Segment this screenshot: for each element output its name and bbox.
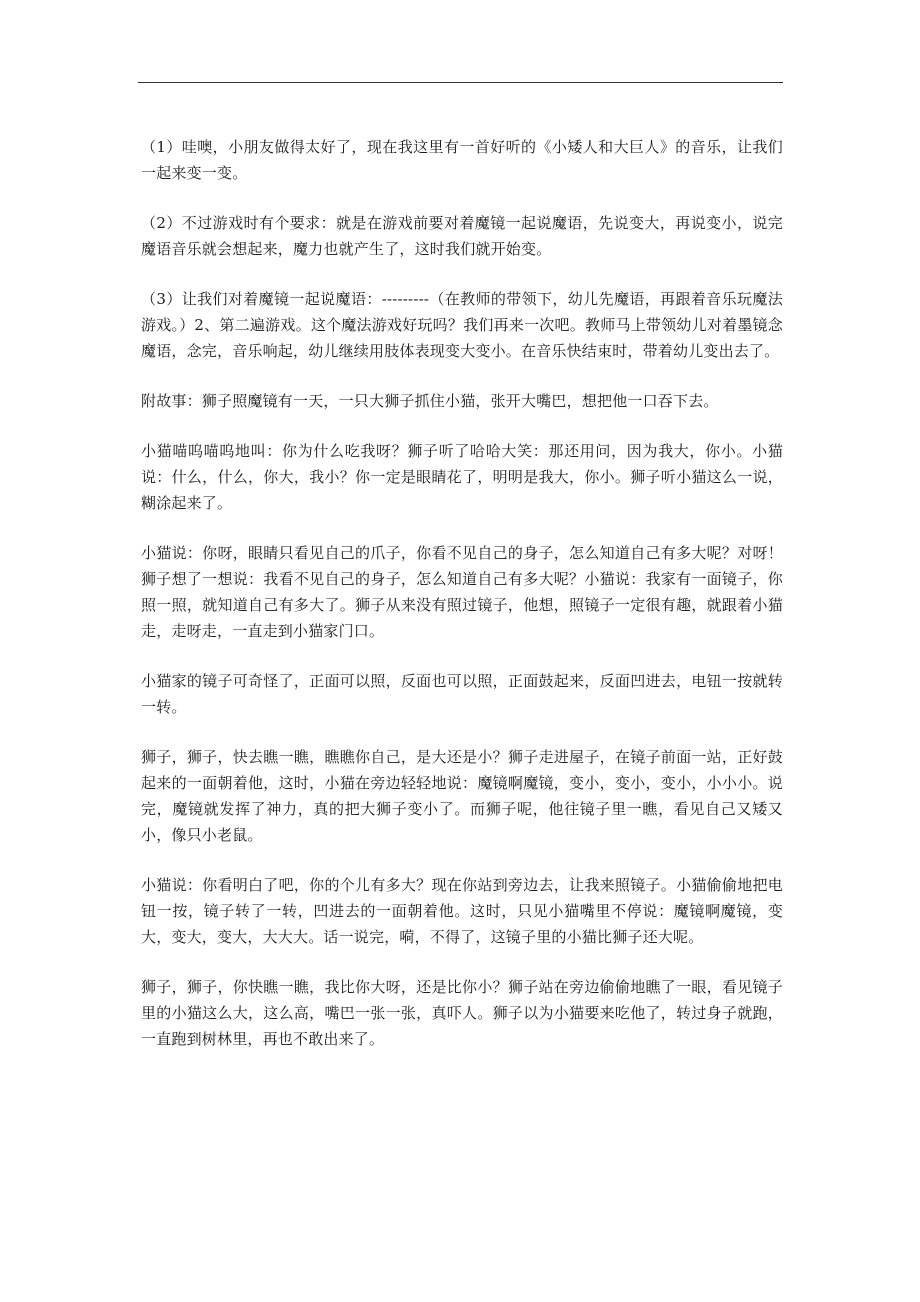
document-body: [141, 134, 783, 1076]
paragraph-9: 小猫说：你看明白了吧，你的个儿有多大？现在你站到旁边去，让我来照镜子。小猫偷偷地把电钮一按，镜子转了一转，凹进去的一面朝着他。这时，只见小猫嘴里不停说：魔镜啊魔镜，变大，变大，变大，大大大。话一说完，嗬，不得了，这镜子里的小猫比狮子还大呢。: [141, 876, 783, 946]
paragraph-7: 小猫家的镜子可奇怪了，正面可以照，反面也可以照，正面鼓起来，反面凹进去，电钮一按就转一转。: [141, 672, 783, 716]
paragraph-8: 狮子，狮子，快去瞧一瞧，瞧瞧你自己，是大还是小？狮子走进屋子，在镜子前面一站，正好鼓起来的一面朝着他，这时，小猫在旁边轻轻地说：魔镜啊魔镜，变小，变小，变小，小小小。说完，魔镜就发挥了神力，真的把大狮子变小了。而狮子呢，他往镜子里一瞧，看见自己又矮又小，像只小老鼠。: [141, 748, 783, 844]
paragraph-4: 附故事：狮子照魔镜有一天，一只大狮子抓住小猫，张开大嘴巴，想把他一口吞下去。: [141, 392, 719, 410]
paragraph-2: （2）不过游戏时有个要求：就是在游戏前要对着魔镜一起说魔语，先说变大，再说变小，说完魔语音乐就会想起来，魔力也就产生了，这时我们就开始变。: [141, 214, 783, 258]
paragraph-1: （1）哇噢，小朋友做得太好了，现在我这里有一首好听的《小矮人和大巨人》的音乐，让我们一起来变一变。: [141, 138, 783, 182]
header-rule: [138, 82, 783, 83]
paragraph-5: 小猫喵呜喵呜地叫：你为什么吃我呀？狮子听了哈哈大笑：那还用问，因为我大，你小。小猫说：什么，什么，你大，我小？你一定是眼睛花了，明明是我大，你小。狮子听小猫这么一说，糊涂起来了。: [141, 442, 783, 512]
paragraph-6: 小猫说：你呀，眼睛只看见自己的爪子，你看不见自己的身子，怎么知道自己有多大呢？对呀！狮子想了一想说：我看不见自己的身子，怎么知道自己有多大呢？小猫说：我家有一面镜子，你照一照，就知道自己有多大了。狮子从来没有照过镜子，他想，照镜子一定很有趣，就跟着小猫走，走呀走，一直走到小猫家门口。: [141, 544, 783, 640]
paragraph-10: 狮子，狮子，你快瞧一瞧，我比你大呀，还是比你小？狮子站在旁边偷偷地瞧了一眼，看见镜子里的小猫这么大，这么高，嘴巴一张一张，真吓人。狮子以为小猫要来吃他了，转过身子就跑，一直跑到树林里，再也不敢出来了。: [141, 978, 783, 1048]
paragraph-3: （3）让我们对着魔镜一起说魔语：---------（在教师的带领下，幼儿先魔语，再跟着音乐玩魔法游戏。）2、第二遍游戏。这个魔法游戏好玩吗？我们再来一次吧。教师马上带领幼儿对着墨镜念魔语，念完，音乐响起，幼儿继续用肢体表现变大变小。在音乐快结束时，带着幼儿变出去了。: [141, 290, 783, 360]
